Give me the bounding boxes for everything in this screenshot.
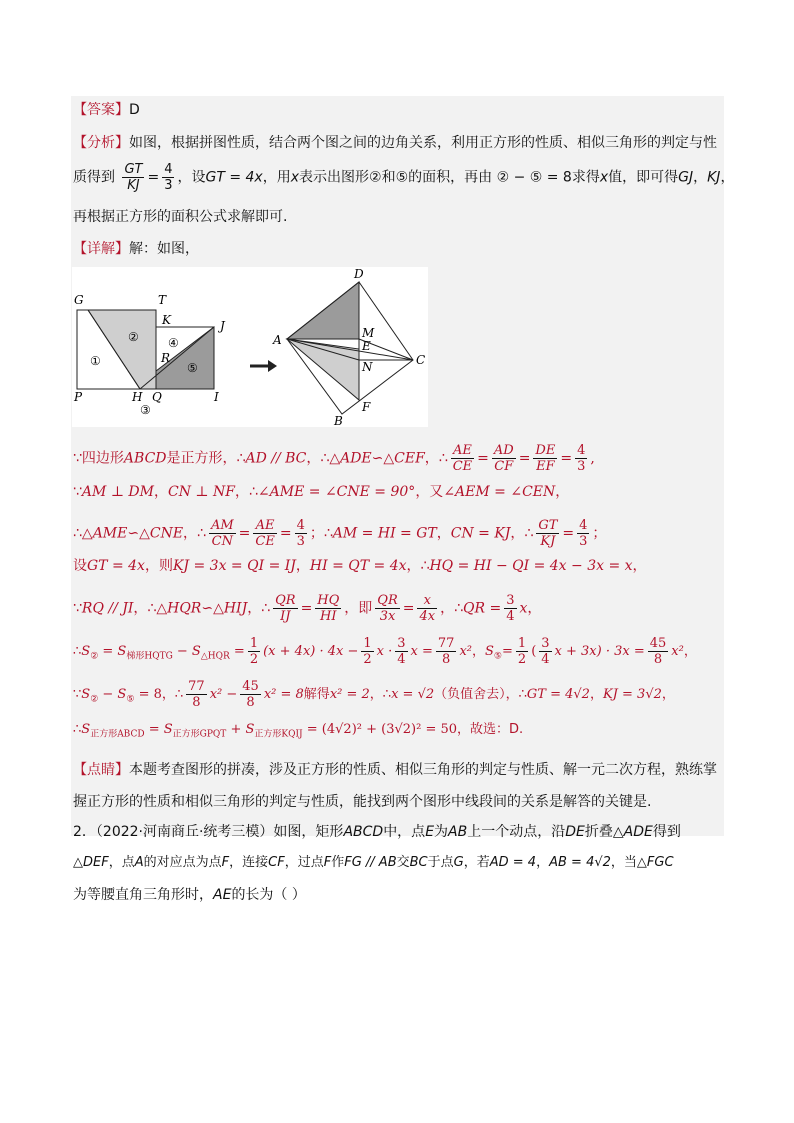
label-I: I	[214, 390, 219, 404]
math: ABCD	[123, 450, 167, 467]
math: = 8	[138, 687, 162, 702]
fraction	[536, 518, 559, 549]
label-G: G	[74, 293, 84, 307]
math: − S	[176, 644, 201, 659]
label-circle-1: ①	[90, 354, 101, 368]
fraction	[577, 518, 589, 549]
text: ，	[472, 644, 486, 659]
math-x: x	[599, 169, 609, 186]
text: 为等腰直角三角形时，	[73, 887, 213, 903]
math: AD // BC	[245, 450, 307, 467]
fraction	[273, 593, 297, 624]
text: 的对应点为点	[143, 855, 222, 870]
frac-num: DE	[535, 443, 556, 458]
math: △DEF	[73, 855, 109, 870]
proof-line-4	[73, 556, 647, 576]
analysis-text-2h: 值，即可得	[608, 169, 679, 186]
analysis-line-2: 质得到 $\frac{GT}{KJ}$ = $\frac{4}{3}$ ，设GT = 4x，用x表示出图形②和⑤的面积，再由 ② − ⑤ = 8求得x值，即可得GJ，KJ，	[73, 162, 735, 193]
text: 为	[434, 824, 449, 840]
frac-num: 1	[517, 636, 527, 651]
math: x ·	[376, 644, 393, 659]
text: ；	[592, 525, 607, 542]
text: 得到	[652, 824, 681, 840]
math: AE	[213, 887, 232, 903]
math: GT = 4√2	[526, 687, 590, 702]
math: △ADE	[612, 824, 653, 840]
fraction	[451, 443, 474, 474]
frac-num: 3	[506, 593, 515, 608]
text: 折叠	[584, 824, 613, 840]
text: 上一个动点，沿	[467, 824, 566, 840]
analysis-text-2l: ，	[720, 169, 735, 186]
text: ，∴	[183, 525, 206, 542]
text: （负值舍去），∴	[434, 687, 527, 702]
label-P: P	[74, 390, 83, 404]
label-T: T	[158, 293, 167, 307]
math: ∠AEM = ∠CEN	[443, 484, 556, 500]
frac-num: AD	[493, 443, 514, 458]
math-gj: GJ	[678, 169, 694, 186]
label-N: N	[362, 360, 373, 374]
analysis-line-1	[73, 133, 717, 153]
frac-den: CE	[255, 534, 275, 549]
math: A	[134, 855, 144, 870]
region-2	[88, 310, 156, 389]
proof-line-2	[73, 482, 569, 502]
fraction	[186, 679, 207, 710]
frac-den: 8	[442, 652, 451, 667]
frac-num: 1	[249, 636, 259, 651]
text: ∵	[73, 600, 82, 617]
comment-text-1: 本题考查图形的拼凑，涉及正方形的性质、相似三角形的判定与性质、解一元二次方程，熟练掌	[129, 762, 717, 778]
math-kj: KJ	[707, 169, 721, 186]
frac-den: 8	[192, 695, 201, 710]
math: △FGC	[636, 855, 674, 870]
text: ，∴	[306, 450, 330, 467]
subscript: ②	[90, 694, 99, 705]
question-line-1	[73, 822, 681, 842]
question-line-3	[73, 885, 306, 905]
frac-den: 4	[541, 652, 550, 667]
math: AB	[448, 824, 468, 840]
answer-line	[73, 100, 140, 120]
fraction	[648, 636, 669, 667]
label-Q: Q	[152, 390, 162, 404]
math: F	[221, 855, 230, 870]
fraction	[492, 443, 516, 474]
frac-den: 2	[363, 652, 372, 667]
math: x = √2	[391, 687, 435, 702]
fraction	[575, 443, 587, 474]
label-circle-3: ③	[140, 403, 151, 417]
frac-den: 4	[506, 609, 515, 624]
text: ∴	[73, 644, 82, 659]
frac-den: 3	[296, 534, 305, 549]
text: 中，点	[383, 824, 426, 840]
analysis-text-2a: 质得到	[73, 169, 115, 186]
frac-num: 4	[577, 443, 586, 458]
analysis-text-2b: ，设	[177, 169, 206, 186]
math: =	[502, 644, 513, 659]
frac-num: HQ	[317, 593, 340, 608]
math: (x + 4x) · 4x −	[263, 644, 359, 659]
frac-den: KJ	[540, 534, 556, 549]
math: HQ = HI − QI = 4x − 3x = x	[429, 558, 633, 574]
text: ，∴	[161, 687, 184, 702]
label-R: R	[161, 351, 171, 365]
fraction	[417, 593, 437, 624]
arrow-icon	[268, 360, 277, 372]
label-circle-5: ⑤	[187, 361, 198, 375]
text: ∴	[73, 722, 82, 737]
region-5-moved	[287, 339, 359, 400]
math: CF	[268, 855, 285, 870]
label-F: F	[362, 400, 371, 414]
label-H: H	[132, 390, 143, 404]
text: 解得	[303, 687, 330, 702]
answer-value: D	[129, 102, 140, 118]
frac-num: 45	[649, 636, 667, 651]
fraction	[539, 636, 551, 667]
math: AM = HI = GT	[332, 525, 437, 542]
math: S	[81, 687, 91, 702]
math: x² = 2	[329, 687, 370, 702]
frac-num: GT	[538, 518, 558, 533]
text: ，∴	[440, 600, 464, 617]
text: ，∴	[406, 558, 430, 574]
label-A: A	[273, 333, 282, 347]
text: ，过点	[284, 855, 324, 870]
subscript: 正方形KQIJ	[254, 729, 303, 740]
math: ABCD	[343, 824, 384, 840]
label-C: C	[416, 353, 426, 367]
math: FG // AB	[344, 855, 397, 870]
math: x² = 8	[263, 687, 304, 702]
text: ；∴	[309, 525, 333, 542]
frac-num: GT	[124, 162, 143, 177]
frac-den: 3	[164, 178, 173, 193]
text: ，	[436, 525, 451, 542]
fraction	[395, 636, 407, 667]
math: QR =	[463, 600, 502, 617]
frac-den: EF	[536, 459, 555, 474]
detail-text: 解：如图，	[129, 241, 199, 257]
fraction	[253, 518, 276, 549]
label-D: D	[354, 267, 364, 281]
frac-num: x	[417, 593, 437, 609]
text: ，	[295, 558, 310, 574]
math-x: x	[290, 169, 300, 186]
proof-line-6	[73, 636, 697, 667]
fraction	[436, 636, 457, 667]
math: ∠AME = ∠CNE = 90°	[257, 484, 416, 500]
frac-num: 4	[164, 162, 173, 177]
math: − S	[102, 687, 127, 702]
comment-tag: 【点睛】	[73, 762, 129, 778]
frac-den: 4	[397, 652, 406, 667]
detail-line	[73, 239, 199, 259]
frac-num: 45	[242, 679, 259, 694]
text: 交	[396, 855, 410, 870]
figure-svg	[72, 267, 428, 427]
text: ，当	[610, 855, 637, 870]
proof-line-3: ∴△AME∽△CNE，∴ $\frac{AM}{CN}$ = $\frac{AE}{CE}$ = $\frac{4}{3}$ ；∴AM = HI = GT，CN = KJ，∴ $\frac{GT}{KJ}$ = $\frac{4}{3}$ ；	[73, 518, 607, 549]
frac-num: 4	[579, 518, 588, 533]
frac-num: QR	[377, 593, 398, 608]
math: BC	[409, 855, 428, 870]
math: AM ⊥ DM	[81, 484, 154, 500]
analysis-line-3	[73, 207, 287, 227]
math: S	[485, 644, 494, 659]
math: x²	[459, 644, 472, 659]
question-line-2	[73, 853, 674, 873]
text: ，	[589, 687, 603, 702]
math-gt-4x: GT = 4x	[205, 169, 263, 186]
text: 设	[73, 558, 87, 574]
math: △HQR∽△HIJ	[156, 600, 248, 617]
text: ，	[632, 558, 647, 574]
text: 作	[331, 855, 345, 870]
comment-line-2	[73, 792, 651, 812]
frac-den: 3x	[379, 609, 396, 624]
label-B: B	[334, 414, 343, 427]
math: S	[81, 722, 91, 737]
text: ，∴	[510, 525, 534, 542]
frac-den: CF	[494, 459, 514, 474]
fraction	[295, 518, 307, 549]
text: ，连接	[229, 855, 269, 870]
analysis-text-1: 如图，根据拼图性质，结合两个图之间的边角关系，利用正方形的性质、相似三角形的判定与性	[129, 135, 717, 151]
label-E: E	[362, 339, 371, 353]
math: = S	[102, 644, 127, 659]
fraction	[209, 518, 236, 549]
frac-num: 3	[541, 636, 550, 651]
frac-den: 2	[249, 652, 259, 667]
math: AD = 4	[489, 855, 537, 870]
fraction	[361, 636, 373, 667]
math: △ADE∽△CEF	[329, 450, 425, 467]
math: CN ⊥ NF	[168, 484, 235, 500]
frac-num: 3	[397, 636, 406, 651]
frac-den: 8	[246, 695, 255, 710]
comment-line-1	[73, 760, 717, 780]
frac-den: 3	[579, 534, 588, 549]
frac-num: 1	[363, 636, 372, 651]
text: ，∴	[133, 600, 157, 617]
text: 于点	[427, 855, 454, 870]
frac-den: CN	[211, 534, 233, 549]
frac-den: CE	[452, 459, 473, 474]
analysis-text-2f: 表示出图形②和⑤的面积，再由 ② − ⑤ = 8求得	[299, 169, 600, 186]
frac-num: QR	[275, 593, 296, 608]
math: △AME∽△CNE	[81, 525, 184, 542]
subscript: 正方形GPQT	[172, 729, 227, 740]
fraction	[248, 636, 260, 667]
proof-line-1: ∵四边形ABCD是正方形，∴AD // BC，∴△ADE∽△CEF，∴ $\frac{AE}{CE}$ = $\frac{AD}{CF}$ = $\frac{DE}{EF}$ = $\frac{4}{3}$ ,	[73, 443, 595, 474]
frac-den: KJ	[127, 178, 140, 193]
text: ，则	[144, 558, 173, 574]
math: F	[323, 855, 332, 870]
frac-num: 4	[296, 518, 305, 533]
proof-line-8	[73, 720, 523, 745]
text: ，	[536, 855, 550, 870]
math: + S	[230, 722, 255, 737]
math: HI = QT = 4x	[309, 558, 407, 574]
text: ，	[154, 484, 168, 500]
subscript: ⑤	[126, 694, 135, 705]
math: =	[233, 644, 245, 659]
fraction	[240, 679, 261, 710]
text: ，∴	[235, 484, 258, 500]
geometry-figure	[72, 267, 428, 427]
text: ∵	[73, 687, 82, 702]
proof-line-5: ∵RQ // JI，∴△HQR∽△HIJ，∴ $\frac{QR}{IJ}$ = $\frac{HQ}{HI}$ ，即 $\frac{QR}{3x}$ = $\frac{x}{4x}$ ，∴QR = $\frac{3}{4}$ x，	[73, 593, 542, 624]
math: x =	[410, 644, 433, 659]
fraction	[516, 636, 528, 667]
comment-text-2: 握正方形的性质和相似三角形的判定与性质，能找到两个图形中线段间的关系是解答的关键是.	[73, 794, 652, 810]
frac-num: AE	[451, 443, 474, 459]
text: ，即	[344, 600, 373, 617]
text: ∵	[73, 484, 82, 500]
analysis-tag: 【分析】	[73, 135, 129, 151]
frac-den: 8	[653, 652, 663, 667]
subscript: △HQR	[200, 651, 230, 662]
math: KJ = 3√2	[602, 687, 662, 702]
text: ，	[661, 687, 675, 702]
math: E	[425, 824, 435, 840]
math: GT = 4x	[87, 558, 145, 574]
math: CN = KJ	[450, 525, 511, 542]
text: ，∴	[424, 450, 448, 467]
text: 2．（2022·河南商丘·统考三模）如图，矩形	[73, 824, 344, 840]
label-circle-2: ②	[128, 330, 139, 344]
frac-num: 77	[188, 679, 205, 694]
answer-tag: 【答案】	[73, 102, 129, 118]
analysis-text-2d: ，用	[262, 169, 291, 186]
text: 的长为（ ）	[231, 887, 306, 903]
fraction-gt-kj	[122, 162, 144, 193]
text: ，若	[463, 855, 490, 870]
subscript: 正方形ABCD	[90, 729, 145, 740]
math: S	[81, 644, 91, 659]
math: = (4√2)² + (3√2)² = 50	[306, 722, 458, 737]
text: 是正方形，∴	[166, 450, 246, 467]
text: ，	[683, 644, 697, 659]
fraction	[533, 443, 557, 474]
fraction-4-3	[162, 162, 174, 193]
text: ∵四边形	[73, 450, 124, 467]
frac-num: AM	[210, 518, 234, 533]
analysis-text-2j: ，	[693, 169, 708, 186]
math: AB = 4√2	[549, 855, 611, 870]
math: x² −	[209, 687, 238, 702]
label-K: K	[162, 313, 171, 327]
math: KJ = 3x = QI = IJ	[172, 558, 296, 574]
frac-num: AE	[253, 518, 276, 534]
math: (	[531, 644, 537, 659]
text: ，故选：D.	[457, 722, 524, 737]
subscript: ⑤	[493, 651, 502, 662]
label-J: J	[220, 319, 225, 333]
math: = S	[148, 722, 173, 737]
math: G	[453, 855, 464, 870]
frac-den: 2	[517, 652, 527, 667]
math: x²	[671, 644, 684, 659]
text: ，∴	[369, 687, 392, 702]
frac-den: IJ	[280, 609, 291, 624]
math: RQ // JI	[81, 600, 134, 617]
subscript: 梯形HQTG	[126, 651, 173, 662]
frac-den: 4x	[419, 609, 436, 624]
fraction	[315, 593, 341, 624]
text: ∴	[73, 525, 82, 542]
frac-den: 3	[577, 459, 586, 474]
text: ，∴	[247, 600, 271, 617]
math: x	[519, 600, 528, 617]
frac-num: 77	[437, 636, 455, 651]
text: ，又	[415, 484, 444, 500]
fraction	[375, 593, 399, 624]
detail-tag: 【详解】	[73, 241, 129, 257]
analysis-text-3: 再根据正方形的面积公式求解即可.	[73, 209, 288, 225]
fraction	[504, 593, 516, 624]
math: x + 3x) · 3x =	[554, 644, 645, 659]
text: ，点	[108, 855, 135, 870]
frac-den: HI	[320, 609, 337, 624]
text: ，	[527, 600, 542, 617]
label-circle-4: ④	[168, 336, 179, 350]
text: ，	[555, 484, 570, 500]
label-M: M	[362, 326, 375, 340]
math: DE	[565, 824, 585, 840]
subscript: ②	[90, 651, 99, 662]
proof-line-7	[73, 679, 675, 710]
